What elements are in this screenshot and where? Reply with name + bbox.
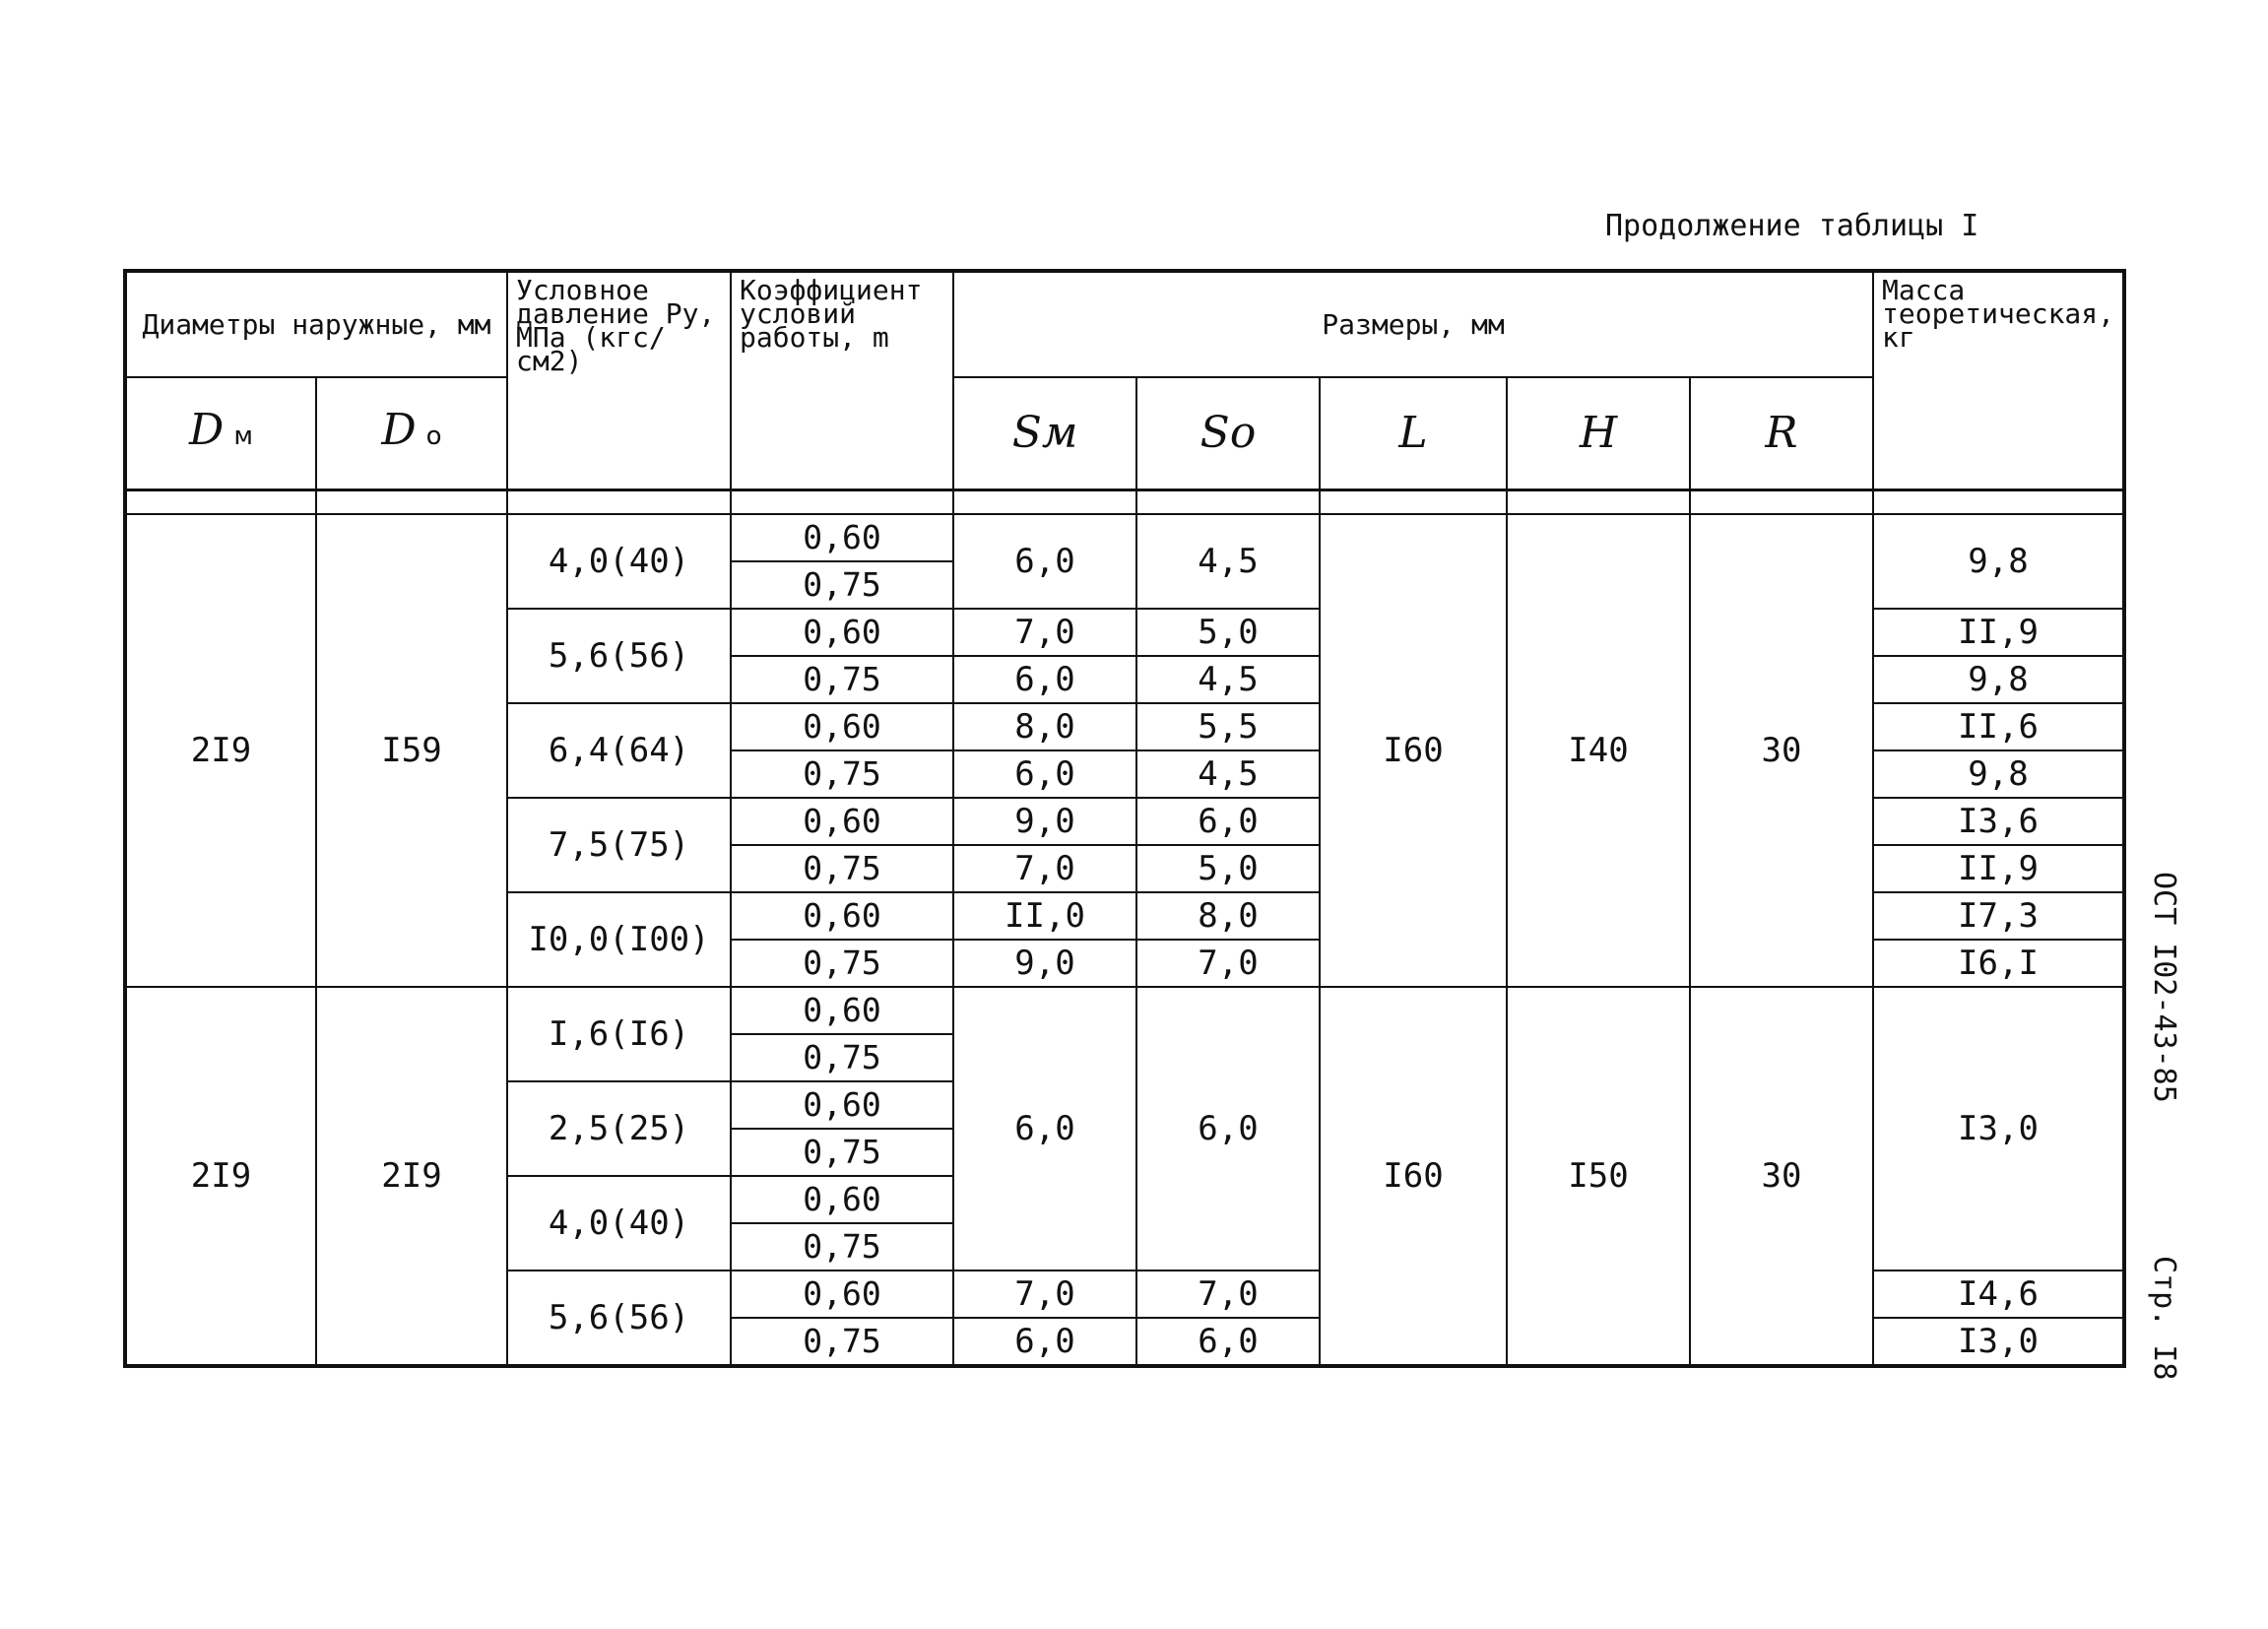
so-cell: 4,5	[1136, 656, 1320, 703]
r-cell: 30	[1690, 987, 1873, 1366]
so-cell: 4,5	[1136, 514, 1320, 609]
table-row	[125, 987, 2124, 1034]
mass-cell: I3,0	[1873, 987, 2124, 1271]
l-cell: I60	[1320, 987, 1507, 1366]
coefficient-cell: 0,60	[731, 609, 953, 656]
sm-cell: 6,0	[953, 656, 1136, 703]
mass-cell: 9,8	[1873, 750, 2124, 798]
header-d0-symbol: D	[381, 404, 417, 455]
pressure-cell: 5,6(56)	[507, 1271, 731, 1366]
r-cell: 30	[1690, 514, 1873, 987]
pressure-cell: 6,4(64)	[507, 703, 731, 798]
sm-cell: 6,0	[953, 987, 1136, 1271]
mass-cell: II,9	[1873, 845, 2124, 892]
pressure-cell: I,6(I6)	[507, 987, 731, 1081]
l-cell: I60	[1320, 514, 1507, 987]
sm-cell: 7,0	[953, 609, 1136, 656]
header-pressure	[507, 271, 731, 489]
mass-cell: I4,6	[1873, 1271, 2124, 1318]
separator-cell	[316, 489, 507, 514]
header-pressure-text: Условное давление Ру, МПа (кгс/см2)	[516, 274, 716, 377]
so-cell: 4,5	[1136, 750, 1320, 798]
sm-cell: 9,0	[953, 940, 1136, 987]
data-table	[123, 269, 2126, 1368]
sm-cell: II,0	[953, 892, 1136, 940]
sm-cell: 6,0	[953, 514, 1136, 609]
header-dimensions: Размеры, мм	[953, 271, 1873, 377]
mass-cell: II,9	[1873, 609, 2124, 656]
so-cell: 6,0	[1136, 1318, 1320, 1366]
coefficient-cell: 0,60	[731, 798, 953, 845]
sm-cell: 8,0	[953, 703, 1136, 750]
pressure-cell: 2,5(25)	[507, 1081, 731, 1176]
header-dm-subscript: м	[233, 421, 253, 451]
coefficient-cell: 0,60	[731, 987, 953, 1034]
coefficient-cell: 0,75	[731, 561, 953, 609]
so-cell: 7,0	[1136, 1271, 1320, 1318]
mass-cell: I3,6	[1873, 798, 2124, 845]
pressure-cell: 4,0(40)	[507, 1176, 731, 1271]
coefficient-cell: 0,75	[731, 1129, 953, 1176]
so-cell: 6,0	[1136, 798, 1320, 845]
coefficient-cell: 0,75	[731, 656, 953, 703]
coefficient-cell: 0,75	[731, 750, 953, 798]
document-code: ОСТ I02-43-85	[2147, 872, 2181, 1103]
dm-cell: 2I9	[125, 514, 316, 987]
header-s0: So	[1136, 377, 1320, 489]
h-cell: I40	[1507, 514, 1690, 987]
header-d0-subscript: о	[425, 421, 442, 451]
page-number: Стр. I8	[2147, 1256, 2181, 1381]
h-cell: I50	[1507, 987, 1690, 1366]
mass-cell: I7,3	[1873, 892, 2124, 940]
sm-cell: 9,0	[953, 798, 1136, 845]
separator-cell	[1507, 489, 1690, 514]
sm-cell: 7,0	[953, 1271, 1136, 1318]
so-cell: 5,5	[1136, 703, 1320, 750]
header-sm: Sм	[953, 377, 1136, 489]
coefficient-cell: 0,60	[731, 1271, 953, 1318]
header-dm	[125, 377, 316, 489]
separator-cell	[125, 489, 316, 514]
separator-cell	[1136, 489, 1320, 514]
mass-cell: 9,8	[1873, 514, 2124, 609]
table-body	[125, 489, 2124, 1366]
coefficient-cell: 0,60	[731, 1081, 953, 1129]
header-coefficient: Коэффициент условий работы, m	[731, 271, 953, 489]
pressure-cell: 5,6(56)	[507, 609, 731, 703]
sm-cell: 6,0	[953, 1318, 1136, 1366]
header-d0	[316, 377, 507, 489]
so-cell: 5,0	[1136, 609, 1320, 656]
header-h: H	[1507, 377, 1690, 489]
coefficient-cell: 0,60	[731, 514, 953, 561]
sm-cell: 6,0	[953, 750, 1136, 798]
table-row	[125, 514, 2124, 561]
separator-cell	[731, 489, 953, 514]
separator-row	[125, 489, 2124, 514]
header-diameters: Диаметры наружные, мм	[125, 271, 507, 377]
separator-cell	[1320, 489, 1507, 514]
coefficient-cell: 0,75	[731, 1034, 953, 1081]
header-l: L	[1320, 377, 1507, 489]
pressure-cell: 7,5(75)	[507, 798, 731, 892]
so-cell: 5,0	[1136, 845, 1320, 892]
mass-cell: II,6	[1873, 703, 2124, 750]
separator-cell	[507, 489, 731, 514]
coefficient-cell: 0,60	[731, 892, 953, 940]
d0-cell: 2I9	[316, 987, 507, 1366]
header-dm-symbol: D	[189, 404, 225, 455]
coefficient-cell: 0,60	[731, 1176, 953, 1223]
so-cell: 7,0	[1136, 940, 1320, 987]
so-cell: 6,0	[1136, 987, 1320, 1271]
coefficient-cell: 0,75	[731, 1318, 953, 1366]
header-r: R	[1690, 377, 1873, 489]
pressure-cell: 4,0(40)	[507, 514, 731, 609]
separator-cell	[1690, 489, 1873, 514]
table-caption: Продолжение таблицы I	[1605, 209, 1979, 243]
mass-cell: I6,I	[1873, 940, 2124, 987]
dm-cell: 2I9	[125, 987, 316, 1366]
coefficient-cell: 0,75	[731, 940, 953, 987]
pressure-cell: I0,0(I00)	[507, 892, 731, 987]
mass-cell: I3,0	[1873, 1318, 2124, 1366]
coefficient-cell: 0,75	[731, 845, 953, 892]
header-mass: Масса теоретическая, кг	[1873, 271, 2124, 489]
mass-cell: 9,8	[1873, 656, 2124, 703]
so-cell: 8,0	[1136, 892, 1320, 940]
d0-cell: I59	[316, 514, 507, 987]
separator-cell	[1873, 489, 2124, 514]
coefficient-cell: 0,75	[731, 1223, 953, 1271]
sm-cell: 7,0	[953, 845, 1136, 892]
coefficient-cell: 0,60	[731, 703, 953, 750]
separator-cell	[953, 489, 1136, 514]
